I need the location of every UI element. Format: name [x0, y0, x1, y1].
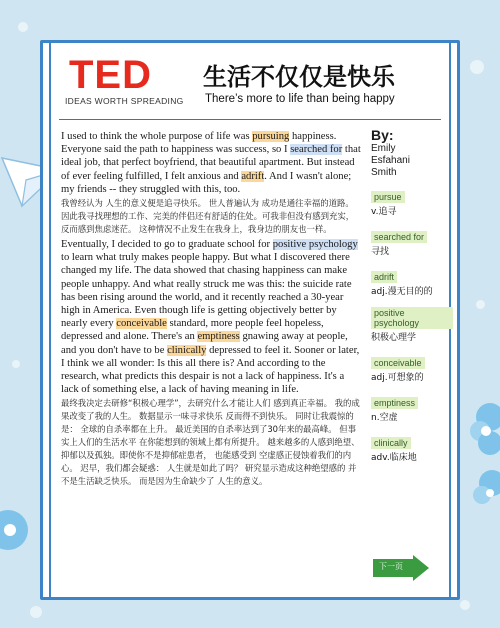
text-run: depressed to feel it. Sooner or later, I think we all wonder: Is this all there is? And according to the research, what predicts this despair is not a lack of happiness. It's a lack of something else, a lack of having meaning in life. — [61, 344, 360, 396]
bubble-icon — [0, 500, 36, 560]
text-run: to learn what truly makes people happy. But what I discovered there changed my life. The data showed that chasing happiness can make people unhappy. And what really struck me was this: the suicide rate has been rising around the world, and it recently reached a 30-year high in America. Even though life is getting objectively better by nearly every — [61, 252, 352, 330]
vocab-item — [371, 187, 453, 218]
vocab-meaning: n.空虚 — [371, 413, 398, 423]
author-name-line: Esfahani — [371, 155, 410, 166]
vocab-item — [371, 433, 453, 464]
ted-logo: TED — [69, 53, 152, 97]
vocab-word: pursue — [371, 191, 405, 203]
paragraph-2-en — [61, 238, 361, 396]
vocab-word: conceivable — [371, 357, 425, 369]
vocab-meaning: 积极心理学 — [371, 333, 417, 343]
vocab-word: adrift — [371, 271, 397, 283]
background-dot — [30, 606, 42, 618]
paragraph-2-cn: 最终我决定去研修“积极心理学”，去研究什么才能让人们 感到真正幸福。 我的成果改变了我的人生。 数据显示一味寻求快乐 反而得不到快乐。 同时让我震惊的是： 全球的自杀率都在上升。 最近美国的自杀率达到了30年来的最高峰。 但事实上人们的生活水平 在你能想到的领域上都有所提升。 越来越多的人感到绝望、抑郁以及孤独。即使你不是抑郁症患者， 也能感受到 空虚感正侵蚀着我们的内心。 迟早，我们都会疑惑： 人生就是如此了吗？ 研究显示造成这种绝望感的 并不是生活缺乏快乐。 而是因为生命缺少了 人生的意义。 — [61, 398, 360, 487]
background-dot — [470, 60, 484, 74]
text-run: Eventually, I decided to go to graduate school for — [61, 239, 273, 251]
highlight-conceivable: conceivable — [116, 318, 167, 330]
ted-tagline: IDEAS WORTH SPREADING — [65, 96, 184, 106]
text-run: that ideal job, that perfect boyfriend, that beautiful apartment. But instead of ever feeling fulfilled, I felt anxious and — [61, 144, 361, 182]
vocab-word: searched for — [371, 231, 427, 243]
vocab-meaning: adv.临床地 — [371, 453, 417, 463]
document-sheet — [40, 40, 460, 600]
vocab-item — [371, 267, 453, 298]
vocab-meaning: adj.可想象的 — [371, 373, 424, 383]
author-name-line: Emily — [371, 143, 396, 154]
background-dot — [460, 600, 470, 610]
next-page-button[interactable] — [373, 555, 429, 581]
header-divider — [59, 119, 441, 120]
vocab-word: clinically — [371, 437, 411, 449]
vocab-word: positive psychology — [371, 307, 453, 329]
paragraph-1-cn: 我曾经认为 人生的意义便是追寻快乐。 世人普遍认为 成功是通往幸福的道路。因此我寻找理想的工作、完美的伴侣还有舒适的住处。可我非但没有感到充实，反而感到焦虑迷茫。 这种情况不止发生在我身上，我身边的朋友也一样。 — [61, 198, 355, 235]
background-dot — [12, 360, 20, 368]
vocab-item — [371, 307, 453, 344]
article-body — [61, 130, 361, 490]
text-run: I used to think the whole purpose of life was — [61, 131, 253, 142]
vocab-meaning: adj.漫无目的的 — [371, 287, 433, 297]
byline-label: By: — [371, 127, 394, 143]
page-title-cn: 生活不仅仅是快乐 — [203, 63, 395, 91]
vocab-item — [371, 227, 453, 258]
background-dot — [18, 22, 28, 32]
highlight-adrift: adrift — [241, 170, 265, 182]
vocab-item — [371, 353, 453, 384]
paragraph-1-en — [61, 130, 361, 196]
text-run: happiness. Everyone said the path to happiness was success, so I — [61, 131, 337, 156]
highlight-clinically: clinically — [167, 344, 207, 356]
background-dot — [476, 300, 485, 309]
highlight-searched-for: searched for — [290, 144, 343, 156]
text-run: gnawing away at people, and you don't have to be — [61, 331, 348, 356]
author-name — [371, 143, 453, 179]
vocab-item — [371, 393, 453, 424]
text-run: standard, more people feel hopeless, depressed and alone. There's an — [61, 318, 324, 343]
page-header — [43, 43, 457, 123]
margin-line — [49, 43, 51, 597]
highlight-emptiness: emptiness — [197, 331, 240, 343]
highlight-positive-psychology: positive psychology — [272, 239, 358, 251]
vocab-word: emptiness — [371, 397, 418, 409]
highlight-pursuing: pursuing — [252, 131, 290, 142]
vocab-meaning: v.追寻 — [371, 207, 397, 217]
next-page-label: 下一页 — [379, 562, 403, 571]
vocab-meaning: 寻找 — [371, 247, 390, 257]
author-name-line: Smith — [371, 167, 397, 178]
text-run: . And I wasn't alone; my friends -- they struggled with this, too. — [61, 170, 352, 195]
vocabulary-sidebar — [371, 127, 453, 473]
page-title-en: There’s more to life than being happy — [205, 93, 395, 105]
